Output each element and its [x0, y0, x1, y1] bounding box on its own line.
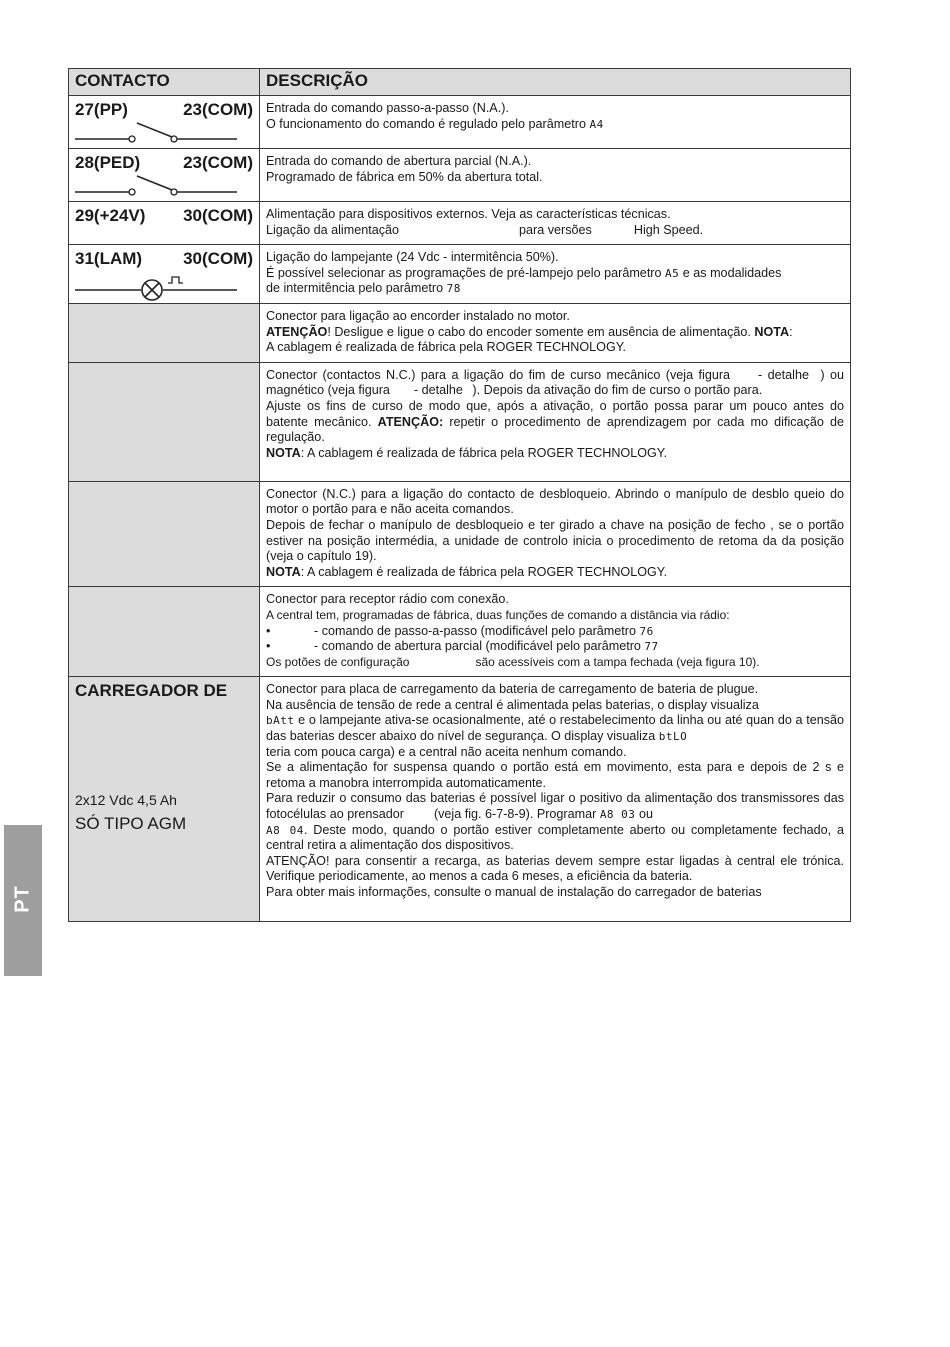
- table-row: [69, 587, 851, 677]
- terminal-label: 23(COM): [183, 153, 253, 172]
- description-cell: Conector (contactos N.C.) para a ligação do fim de curso mecânico (veja figura - detalhe ) ou magnético (veja figura - detalhe ). Depois da ativação do fim de curso o portão para. Ajuste os fins de curso de modo que, após a ativação, o portão possa parar um pouco antes do batente mecânico. ATENÇÃO: repetir o procedimento de aprendizagem por cada mo dificação de regulação. NOTA: A cablagem é realizada de fábrica pela ROGER TECHNOLOGY.: [260, 362, 851, 481]
- table-row: [69, 202, 851, 245]
- contact-cell: [69, 481, 260, 587]
- battery-type: SÓ TIPO AGM: [75, 814, 187, 834]
- parameter-code: bAtt: [266, 714, 295, 728]
- terminal-label: 30(COM): [183, 206, 253, 225]
- contact-cell: [69, 149, 260, 202]
- table-row: [69, 677, 851, 922]
- parameter-code: A5: [665, 266, 680, 280]
- header-description: DESCRIÇÃO: [260, 69, 851, 96]
- description-cell: Conector para placa de carregamento da bateria de carregamento de bateria de plugue. Na ausência de tensão de rede a central é alimentada pelas baterias, o display visualiza bAtt e o lampejante ativa-se ocasionalmente, até o restabelecimento da linha ou até quan do a tensão das baterias descer abaixo do nível de segurança. O display visualiza btLO teria com pouca carga) e a central não aceita nenhum comando. Se a alimentação for suspensa quando o portão está em movimento, esta para e depois de 2 s e retoma a manobra interrompida automaticamente. Para reduzir o consumo das baterias é possível ligar o positivo da alimentação dos transmissores das fotocélulas ao prensador (veja fig. 6-7-8-9). Programar A8 03 ou A8 04. Deste modo, quando o portão estiver completamente aberto ou completamente fechado, a central retira a alimentação dos dispositivos. ATENÇÃO! para consentir a recarga, as baterias devem sempre estar ligadas à central ele trónica. Verifique periodicamente, ao menos a cada 6 meses, a eficiência da bateria. Para obter mais informações, consulte o manual de instalação do carregador de baterias: [260, 677, 851, 922]
- language-label: PT: [11, 885, 34, 913]
- battery-spec: 2x12 Vdc 4,5 Ah: [75, 792, 177, 809]
- charger-title: CARREGADOR DE: [75, 681, 228, 701]
- parameter-code: 78: [446, 282, 461, 296]
- table-row: [69, 303, 851, 362]
- table-row: [69, 245, 851, 304]
- contact-cell: [69, 303, 260, 362]
- lamp-icon: [69, 273, 259, 303]
- contact-cell: [69, 202, 260, 245]
- terminal-label: 31(LAM): [75, 249, 143, 269]
- description-cell: Entrada do comando passo-a-passo (N.A.). O funcionamento do comando é regulado pelo parâmetro A4: [260, 96, 851, 149]
- description-cell: Conector para receptor rádio com conexão. A central tem, programadas de fábrica, duas funções de comando a distância via rádio: • - comando de passo-a-passo (modificável pelo parâmetro 76 • - comando de abertura parcial (modificável pelo parâmetro 77 Os potões de configuração são acessíveis com a tampa fechada (veja figura 10).: [260, 587, 851, 677]
- language-tab: [4, 825, 42, 976]
- terminal-label: 29(+24V): [75, 206, 146, 225]
- terminal-label: 23(COM): [183, 100, 253, 119]
- description-cell: Conector (N.C.) para a ligação do contacto de desbloqueio. Abrindo o manípulo de desblo queio do motor o portão para e não aceita comandos. Depois de fechar o manípulo de desbloqueio e ter girado a chave na posição de fecho , se o portão estiver na posição intermédia, a unidade de controlo inicia o procedimento de retoma da da posição (veja o capítulo 19). NOTA: A cablagem é realizada de fábrica pela ROGER TECHNOLOGY.: [260, 481, 851, 587]
- description-cell: Entrada do comando de abertura parcial (N.A.). Programado de fábrica em 50% da abertura total.: [260, 149, 851, 202]
- description-cell: Alimentação para dispositivos externos. Veja as características técnicas. Ligação da alimentação para versões High Speed.: [260, 202, 851, 245]
- parameter-code: btLO: [658, 730, 688, 744]
- contact-cell: [69, 96, 260, 149]
- terminal-label: 28(PED): [75, 153, 141, 172]
- parameter-code: A4: [589, 117, 604, 131]
- contacts-table: [68, 68, 851, 922]
- table-row: [69, 481, 851, 587]
- terminal-label: 30(COM): [183, 249, 253, 269]
- switch-no-icon: [69, 173, 259, 201]
- contact-cell: [69, 677, 260, 922]
- description-cell: Conector para ligação ao encorder instalado no motor. ATENÇÃO! Desligue e ligue o cabo do encoder somente em ausência de alimentação. NOTA: A cablagem é realizada de fábrica pela ROGER TECHNOLOGY.: [260, 303, 851, 362]
- description-cell: Ligação do lampejante (24 Vdc - intermitência 50%). É possível selecionar as programações de pré-lampejo pelo parâmetro A5 e as modalidades de intermitência pelo parâmetro 78: [260, 245, 851, 304]
- table-row: [69, 362, 851, 481]
- contact-cell: [69, 587, 260, 677]
- contact-cell: [69, 245, 260, 304]
- table-row: [69, 149, 851, 202]
- parameter-code: A8 04: [266, 823, 304, 837]
- terminal-label: 27(PP): [75, 100, 128, 119]
- parameter-code: 77: [644, 640, 659, 654]
- parameter-code: 76: [639, 624, 654, 638]
- header-contact: CONTACTO: [69, 69, 260, 96]
- contact-cell: [69, 362, 260, 481]
- switch-no-icon: [69, 120, 259, 148]
- table-row: [69, 96, 851, 149]
- table-header-row: [69, 69, 851, 96]
- parameter-code: A8 03: [599, 808, 636, 822]
